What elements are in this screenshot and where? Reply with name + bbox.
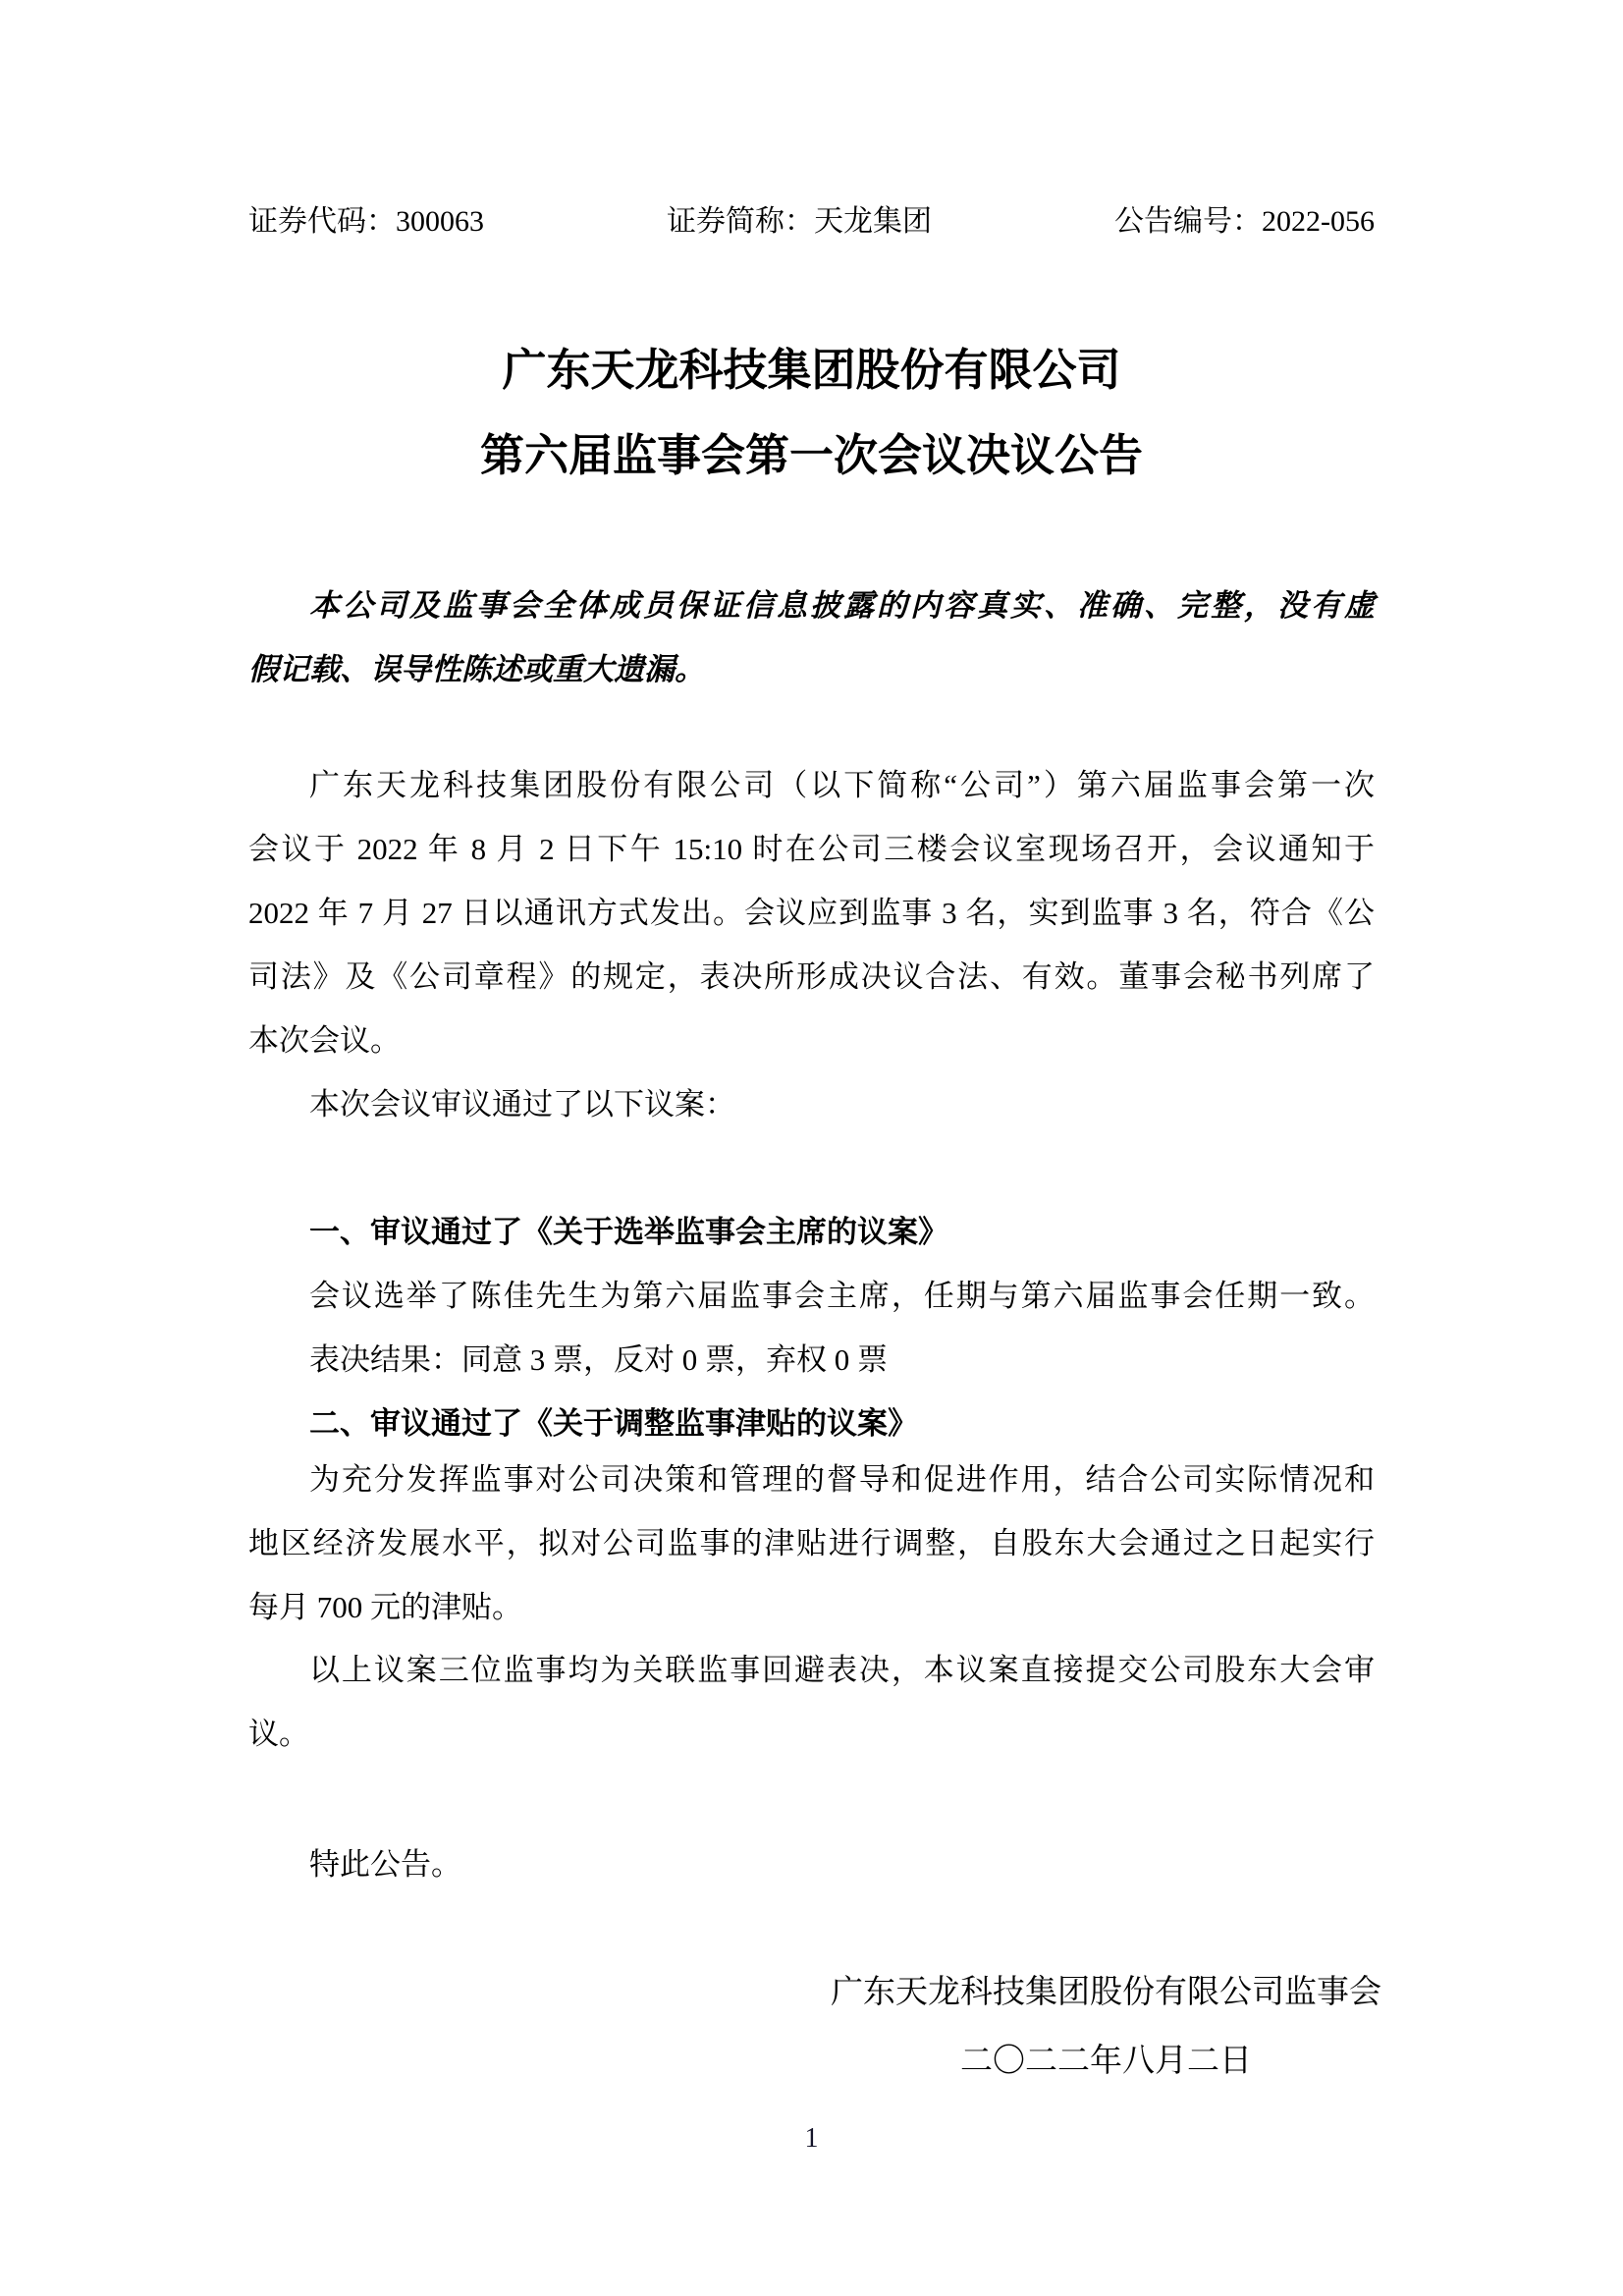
para-line: 会议于 2022 年 8 月 2 日下午 15:10 时在公司三楼会议室现场召开，会议通知于 (248, 832, 1375, 866)
signature-date: 二〇二二年八月二日 (960, 2044, 1252, 2079)
para-line: 地区经济发展水平，拟对公司监事的津贴进行调整，自股东大会通过之日起实行 (248, 1526, 1375, 1560)
signature-block (831, 1958, 1381, 2096)
disclaimer-paragraph (248, 574, 1375, 701)
signature-company: 广东天龙科技集团股份有限公司监事会 (831, 1975, 1381, 2010)
paragraph-allowance (248, 1448, 1375, 1639)
title-line-1: 广东天龙科技集团股份有限公司 (502, 346, 1121, 395)
section-resolution-1 (248, 1200, 1375, 1455)
title-line-2: 第六届监事会第一次会议决议公告 (479, 431, 1143, 480)
disclaimer-line: 本公司及监事会全体成员保证信息披露的内容真实、准确、完整，没有虚 (309, 588, 1375, 623)
agenda-intro-line: 本次会议审议通过了以下议案： (309, 1087, 735, 1121)
para-line: 为充分发挥监事对公司决策和管理的督导和促进作用，结合公司实际情况和 (309, 1462, 1375, 1497)
disclaimer-line: 假记载、误导性陈述或重大遗漏。 (248, 652, 705, 686)
document-header (248, 202, 1375, 242)
page-number: 1 (804, 2123, 819, 2154)
paragraph-meeting-info (248, 753, 1375, 1136)
stock-abbr: 证券简称：天龙集团 (667, 205, 932, 238)
resolution-1-body: 会议选举了陈佳先生为第六届监事会主席，任期与第六届监事会任期一致。 (309, 1279, 1375, 1313)
closing-statement (248, 1832, 1375, 1896)
closing-line: 特此公告。 (309, 1847, 461, 1882)
para-line: 议。 (248, 1717, 309, 1751)
para-line: 本次会议。 (248, 1023, 401, 1058)
para-line: 2022 年 7 月 27 日以通讯方式发出。会议应到监事 3 名，实到监事 3 名，符合《公 (248, 896, 1375, 930)
resolution-2-heading: 二、审议通过了《关于调整监事津贴的议案》 (309, 1406, 918, 1441)
resolution-1-heading: 一、审议通过了《关于选举监事会主席的议案》 (309, 1215, 948, 1249)
announcement-number: 公告编号：2022-056 (1114, 205, 1375, 238)
para-line: 每月 700 元的津贴。 (248, 1590, 522, 1624)
paragraph-submission (248, 1638, 1375, 1766)
vote-result-line: 表决结果：同意 3 票，反对 0 票，弃权 0 票 (309, 1342, 888, 1377)
document-title (0, 328, 1623, 499)
para-line: 司法》及《公司章程》的规定，表决所形成决议合法、有效。董事会秘书列席了 (248, 959, 1375, 994)
para-line: 以上议案三位监事均为关联监事回避表决，本议案直接提交公司股东大会审 (309, 1653, 1375, 1687)
para-line: 广东天龙科技集团股份有限公司（以下简称“公司”）第六届监事会第一次 (309, 768, 1375, 802)
stock-code: 证券代码：300063 (248, 205, 484, 238)
